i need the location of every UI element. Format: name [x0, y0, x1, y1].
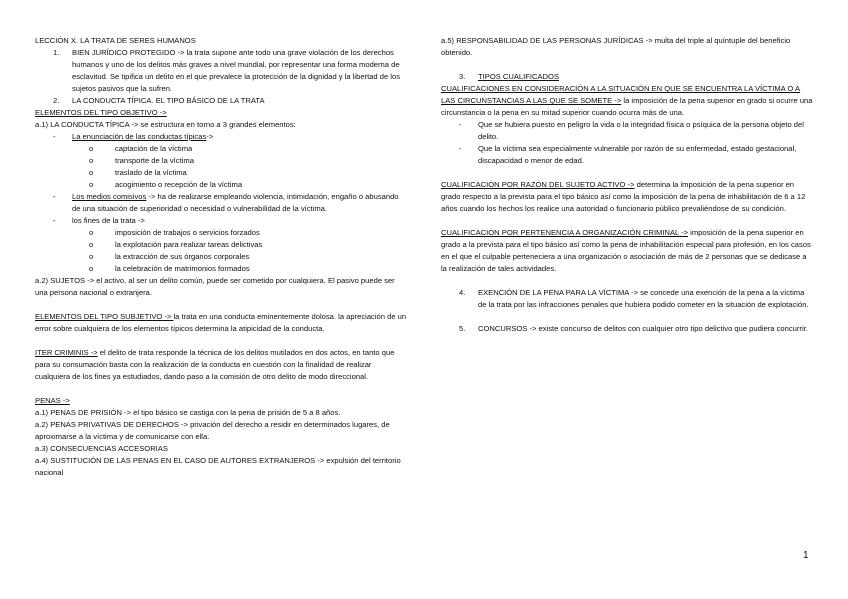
- tipos-cualificados-heading: TIPOS CUALIFICADOS: [478, 72, 560, 81]
- situacion-text: Que se hubiera puesto en peligro la vida o la integridad física o psíquica de la persona objeto del delito.: [478, 120, 804, 141]
- fines-text: los fines de la trata ->: [72, 216, 145, 225]
- enunciacion-label: La enunciación de las conductas típicas: [72, 132, 207, 141]
- sustitucion-penas: a.4) SUSTITUCIÓN DE LAS PENAS EN EL CASO DE AUTORES EXTRANJEROS -> expulsión del territorio nacional: [35, 456, 401, 477]
- item-number: 3.: [459, 72, 466, 81]
- fin-text: la extracción de sus órganos corporales: [115, 252, 250, 261]
- bullet-marker: o: [89, 168, 94, 177]
- dash-marker: -: [53, 192, 56, 201]
- bien-juridico-text: la trata supone ante todo una grave violación de los derechos humanos y uno de los delitos más graves a nivel mundial, por representar una forma moderna de esclavitud. Se tipifica un delito en el que prevalece la protección de la dignidad y la libertad de los sujetos pasivos que la sufren.: [72, 48, 401, 93]
- situacion-list-item: [441, 143, 813, 167]
- bullet-marker: o: [89, 252, 94, 261]
- fin-text: la explotación para realizar tareas delictivas: [115, 240, 263, 249]
- bien-juridico-label: BIEN JURÍDICO PROTEGIDO ->: [72, 48, 187, 57]
- item-number: 2.: [53, 96, 60, 105]
- left-column: [35, 35, 407, 479]
- list-item-tipos-cualificados: [441, 71, 813, 83]
- fines-item: [35, 215, 407, 227]
- lesson-title: LECCIÓN X. LA TRATA DE SERES HUMANOS: [35, 36, 196, 45]
- iter-criminis-text: el delito de trata responde la técnica de los delitos mutilados en dos actos, en tanto que para su consumación basta con la realización de la conducta en cuestión con la finalidad de realizar cualquiera de los fines ya estudiados, dando paso a la comisión de otro delito de modo direccional.: [35, 348, 395, 381]
- right-column: [441, 35, 813, 335]
- dash-marker: -: [53, 132, 56, 141]
- tipo-subjetivo-text: la trata en una conducta eminentemente dolosa. la apreciación de un error sobre cualquiera de los elementos típicos determina la atipicidad de la conducta.: [35, 312, 407, 333]
- conducta-tipica-intro: a.1) LA CONDUCTA TÍPICA -> se estructura en torno a 3 grandes elementos:: [35, 120, 296, 129]
- medios-label: Los medios comisivos: [72, 192, 147, 201]
- cualificacion-situacion-text: la imposición de la pena superior en grado si ocurre una circunstancia o la pena en su mitad superior cuando ocurra más de una.: [441, 96, 813, 117]
- dash-marker: -: [459, 120, 462, 129]
- bullet-marker: o: [89, 156, 94, 165]
- concursos-text: CONCURSOS -> existe concurso de delitos con cualquier otro tipo delictivo que pudiera concurrir.: [478, 324, 808, 333]
- medios-item: [35, 191, 407, 215]
- conducta-item: [35, 167, 407, 179]
- fin-text: imposición de trabajos o servicios forzados: [115, 228, 260, 237]
- exencion-text: EXENCIÓN DE LA PENA PARA LA VÍCTIMA -> se concede una exención de la pena a la víctima de la trata por las infracciones penales que hubiera podido cometer en la situación de explotación.: [478, 288, 809, 309]
- organizacion-criminal-label: CUALIFICACIÓN POR PERTENENCIA A ORGANIZACIÓN CRIMINAL ->: [441, 228, 689, 237]
- conducta-text: acogimiento o recepción de la víctima: [115, 180, 243, 189]
- tipo-subjetivo-label: ELEMENTOS DEL TIPO SUBJETIVO ->: [35, 312, 174, 321]
- conducta-item: [35, 143, 407, 155]
- dash-marker: -: [53, 216, 56, 225]
- bullet-marker: o: [89, 240, 94, 249]
- conducta-text: transporte de la víctima: [115, 156, 194, 165]
- enunciacion-suffix: ->: [206, 132, 214, 141]
- bullet-marker: o: [89, 144, 94, 153]
- consecuencias-accesorias: a.3) CONSECUENCIAS ACCESORIAS: [35, 444, 168, 453]
- iter-criminis-label: ITER CRIMINIS ->: [35, 348, 98, 357]
- list-item-concursos: [441, 323, 813, 335]
- conducta-item: [35, 179, 407, 191]
- fin-item: [35, 239, 407, 251]
- cualificacion-situacion-label: CUALIFICACIONES EN CONSIDERACIÓN A LA SITUACIÓN EN QUE SE ENCUENTRA LA VÍCTIMA O A LAS CIRCUNSTANCIAS A LAS QUE SE SOMETE ->: [441, 84, 801, 105]
- dash-marker: -: [459, 144, 462, 153]
- sujeto-activo-paragraph: [441, 179, 813, 215]
- sujeto-activo-label: CUALIFICACIÓN POR RAZÓN DEL SUJETO ACTIVO ->: [441, 180, 635, 189]
- fin-item: [35, 263, 407, 275]
- penas-heading: PENAS ->: [35, 396, 70, 405]
- medios-text: -> ha de realizarse empleando violencia, intimidación, engaño o abusando de una situación de superioridad o necesidad o vulnerabilidad de la víctima.: [72, 192, 399, 213]
- item-number: 4.: [459, 288, 466, 297]
- conducta-tipica-heading: LA CONDUCTA TÍPICA. EL TIPO BÁSICO DE LA TRATA: [72, 96, 265, 105]
- list-item-exencion: [441, 287, 813, 311]
- tipo-objetivo-heading: ELEMENTOS DEL TIPO OBJETIVO ->: [35, 108, 167, 117]
- responsabilidad-personas-juridicas: a.5) RESPONSABILIDAD DE LAS PERSONAS JURÍDICAS -> multa del triple al quíntuple del beneficio obtenido.: [441, 36, 791, 57]
- penas-prision: a.1) PENAS DE PRISIÓN -> el tipo básico se castiga con la pena de prisión de 5 a 8 años.: [35, 408, 341, 417]
- list-item-bien-juridico: [35, 47, 407, 95]
- bullet-marker: o: [89, 228, 94, 237]
- fin-text: la celebración de matrimonios formados: [115, 264, 250, 273]
- situacion-text: Que la víctima sea especialmente vulnerable por razón de su enfermedad, estado gestacional, discapacidad o menor de edad.: [478, 144, 797, 165]
- conducta-text: captación de la víctima: [115, 144, 193, 153]
- enunciacion-item: [35, 131, 407, 143]
- bullet-marker: o: [89, 180, 94, 189]
- situacion-list-item: [441, 119, 813, 143]
- conducta-item: [35, 155, 407, 167]
- list-item-conducta-tipica: [35, 95, 407, 107]
- fin-item: [35, 227, 407, 239]
- organizacion-criminal-paragraph: [441, 227, 813, 275]
- conducta-text: traslado de la víctima: [115, 168, 187, 177]
- organizacion-criminal-text: imposición de la pena superior en grado a la prevista para el tipo básico así como la pena de inhabilitación especial para profesión, en los casos en el que el culpable perteneciera a una organización o asociación de más de 2 personas que se dedicase a la realización de tales actividades.: [441, 228, 811, 273]
- item-number: 5.: [459, 324, 466, 333]
- sujetos-paragraph: a.2) SUJETOS -> el activo, al ser un delito común, puede ser cometido por cualquiera. El pasivo puede ser una persona nacional o extranjera.: [35, 276, 395, 297]
- item-number: 1.: [53, 48, 60, 57]
- tipo-subjetivo-paragraph: [35, 311, 407, 335]
- page-number: 1: [803, 550, 809, 561]
- fin-item: [35, 251, 407, 263]
- iter-criminis-paragraph: [35, 347, 407, 383]
- cualificacion-situacion-paragraph: [441, 83, 813, 119]
- penas-privativas: a.2) PENAS PRIVATIVAS DE DERECHOS -> privación del derecho a residir en determinados lugares, de aproximarse a la víctima y de comunicarse con ella.: [35, 420, 390, 441]
- bullet-marker: o: [89, 264, 94, 273]
- sujeto-activo-text: determina la imposición de la pena superior en grado respecto a la prevista para el tipo básico así como la imposición de la pena de inhabilitación de 6 a 12 años cuando los hechos los realice una autoridad o funcionario público prevaliéndose de su condición.: [441, 180, 806, 213]
